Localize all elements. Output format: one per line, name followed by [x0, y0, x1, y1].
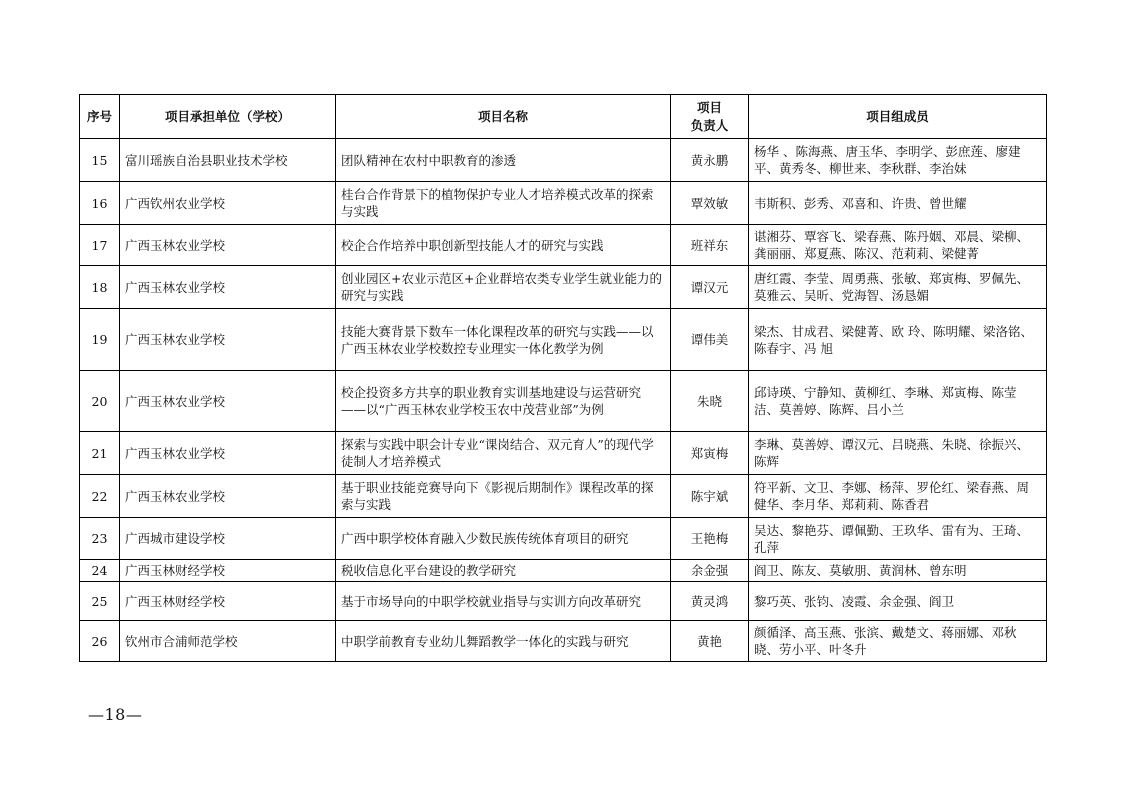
row-num: 22: [80, 475, 120, 518]
row-members: 梁杰、甘成君、梁健菁、欧 玲、陈明耀、梁洛铭、陈春宇、冯 旭: [749, 309, 1047, 371]
row-members: 邱诗瑛、宁静知、黄柳红、李琳、郑寅梅、陈莹洁、莫善婷、陈辉、吕小兰: [749, 371, 1047, 432]
row-unit: 广西玉林农业学校: [120, 432, 336, 475]
row-members: 阎卫、陈友、莫敏朋、黄润林、曾东明: [749, 560, 1047, 582]
row-project-name: 创业园区+农业示范区+企业群培农类专业学生就业能力的研究与实践: [336, 266, 671, 309]
row-num: 24: [80, 560, 120, 582]
row-unit: 广西玉林财经学校: [120, 560, 336, 582]
header-num: 序号: [80, 95, 120, 139]
page-number: —18—: [88, 705, 143, 724]
row-unit: 广西城市建设学校: [120, 518, 336, 560]
row-num: 21: [80, 432, 120, 475]
row-leader: 王艳梅: [671, 518, 749, 560]
row-leader: 陈宇斌: [671, 475, 749, 518]
row-leader: 覃效敏: [671, 182, 749, 225]
table-row: [80, 139, 1047, 182]
row-members: 唐红霞、李莹、周勇燕、张敏、郑寅梅、罗佩先、莫雅云、吴昕、党海智、汤恳媚: [749, 266, 1047, 309]
table-row: [80, 560, 1047, 582]
row-members: 杨华 、陈海燕、唐玉华、李明学、彭庶莲、廖建平、黄秀冬、柳世来、李秋群、李治妹: [749, 139, 1047, 182]
row-num: 20: [80, 371, 120, 432]
row-unit: 广西玉林农业学校: [120, 266, 336, 309]
row-num: 23: [80, 518, 120, 560]
table-row: [80, 432, 1047, 475]
row-project-name: 校企合作培养中职创新型技能人才的研究与实践: [336, 225, 671, 266]
row-leader: 黄永鹏: [671, 139, 749, 182]
row-project-name: 中职学前教育专业幼儿舞蹈教学一体化的实践与研究: [336, 621, 671, 662]
row-project-name: 基于市场导向的中职学校就业指导与实训方向改革研究: [336, 582, 671, 621]
header-lead-line1: 项目: [696, 99, 722, 115]
row-project-name: 税收信息化平台建设的教学研究: [336, 560, 671, 582]
row-num: 15: [80, 139, 120, 182]
header-unit: 项目承担单位（学校）: [120, 95, 336, 139]
table-row: [80, 475, 1047, 518]
row-members: 黎巧英、张钧、凌霞、余金强、阎卫: [749, 582, 1047, 621]
header-name: 项目名称: [336, 95, 671, 139]
header-lead-line2: 负责人: [690, 117, 729, 133]
table-row: [80, 266, 1047, 309]
row-project-name: 校企投资多方共享的职业教育实训基地建设与运营研究——以“广西玉林农业学校玉农中茂营业部”为例: [336, 371, 671, 432]
row-unit: 广西玉林农业学校: [120, 309, 336, 371]
row-project-name: 探索与实践中职会计专业“课岗结合、双元育人”的现代学徒制人才培养模式: [336, 432, 671, 475]
table-row: [80, 371, 1047, 432]
row-num: 19: [80, 309, 120, 371]
row-project-name: 技能大赛背景下数车一体化课程改革的研究与实践——以广西玉林农业学校数控专业理实一体化教学为例: [336, 309, 671, 371]
row-leader: 黄艳: [671, 621, 749, 662]
row-members: 吴达、黎艳芬、谭佩勤、王玖华、雷有为、王琦、孔萍: [749, 518, 1047, 560]
row-leader: 朱晓: [671, 371, 749, 432]
row-num: 26: [80, 621, 120, 662]
header-members: 项目组成员: [749, 95, 1047, 139]
row-num: 18: [80, 266, 120, 309]
row-unit: 广西玉林农业学校: [120, 225, 336, 266]
row-unit: 广西玉林农业学校: [120, 371, 336, 432]
row-leader: 班祥东: [671, 225, 749, 266]
header-lead: [671, 95, 749, 139]
row-num: 25: [80, 582, 120, 621]
table-row: [80, 621, 1047, 662]
row-leader: 黄灵鸿: [671, 582, 749, 621]
table-row: [80, 182, 1047, 225]
table-row: [80, 582, 1047, 621]
row-unit: 广西钦州农业学校: [120, 182, 336, 225]
row-members: 李琳、莫善婷、谭汉元、吕晓燕、朱晓、徐振兴、陈辉: [749, 432, 1047, 475]
row-unit: 富川瑶族自治县职业技术学校: [120, 139, 336, 182]
row-project-name: 基于职业技能竞赛导向下《影视后期制作》课程改革的探索与实践: [336, 475, 671, 518]
row-unit: 广西玉林农业学校: [120, 475, 336, 518]
row-num: 16: [80, 182, 120, 225]
row-num: 17: [80, 225, 120, 266]
row-leader: 余金强: [671, 560, 749, 582]
table-row: [80, 518, 1047, 560]
row-members: 颜循泽、高玉燕、张滨、戴楚文、蒋丽娜、邓秋晓、劳小平、叶冬升: [749, 621, 1047, 662]
row-leader: 谭伟美: [671, 309, 749, 371]
project-table: [79, 94, 1047, 662]
row-members: 谌湘芬、覃容飞、梁春燕、陈丹姻、邓晨、梁柳、龚丽丽、郑夏燕、陈汉、范莉莉、梁健菁: [749, 225, 1047, 266]
table-row: [80, 225, 1047, 266]
row-project-name: 桂台合作背景下的植物保护专业人才培养模式改革的探索与实践: [336, 182, 671, 225]
row-members: 符平新、文卫、李娜、杨萍、罗伦红、梁春燕、周健华、李月华、郑莉莉、陈香君: [749, 475, 1047, 518]
header-row: [80, 95, 1047, 139]
row-members: 韦斯积、彭秀、邓喜和、许贵、曾世耀: [749, 182, 1047, 225]
row-leader: 谭汉元: [671, 266, 749, 309]
table-row: [80, 309, 1047, 371]
row-unit: 广西玉林财经学校: [120, 582, 336, 621]
row-project-name: 广西中职学校体育融入少数民族传统体育项目的研究: [336, 518, 671, 560]
row-leader: 郑寅梅: [671, 432, 749, 475]
row-unit: 钦州市合浦师范学校: [120, 621, 336, 662]
row-project-name: 团队精神在农村中职教育的渗透: [336, 139, 671, 182]
